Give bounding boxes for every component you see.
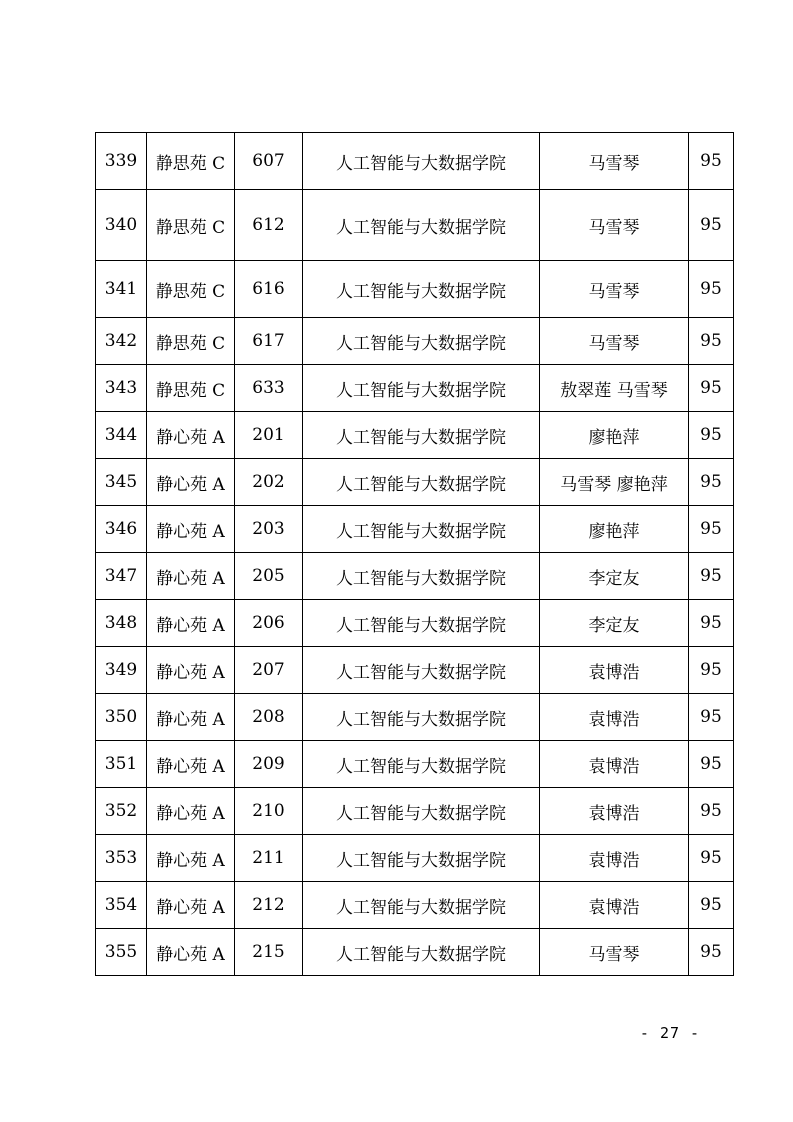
college: 人工智能与大数据学院 xyxy=(303,929,540,976)
counselor: 马雪琴 xyxy=(540,190,689,261)
room: 205 xyxy=(235,553,303,600)
room: 211 xyxy=(235,835,303,882)
room: 209 xyxy=(235,741,303,788)
building: 静思苑 C xyxy=(147,261,235,318)
row-number: 350 xyxy=(96,694,147,741)
counselor: 廖艳萍 xyxy=(540,506,689,553)
room: 206 xyxy=(235,600,303,647)
building: 静心苑 A xyxy=(147,600,235,647)
building: 静心苑 A xyxy=(147,788,235,835)
counselor: 袁博浩 xyxy=(540,647,689,694)
row-number: 343 xyxy=(96,365,147,412)
college: 人工智能与大数据学院 xyxy=(303,412,540,459)
building: 静心苑 A xyxy=(147,929,235,976)
room: 203 xyxy=(235,506,303,553)
score: 95 xyxy=(689,459,734,506)
room: 215 xyxy=(235,929,303,976)
building: 静心苑 A xyxy=(147,459,235,506)
table-row xyxy=(96,788,734,835)
counselor: 敖翠莲 马雪琴 xyxy=(540,365,689,412)
counselor: 李定友 xyxy=(540,600,689,647)
building: 静心苑 A xyxy=(147,835,235,882)
college: 人工智能与大数据学院 xyxy=(303,506,540,553)
counselor: 马雪琴 xyxy=(540,261,689,318)
college: 人工智能与大数据学院 xyxy=(303,261,540,318)
table-row xyxy=(96,647,734,694)
counselor: 袁博浩 xyxy=(540,694,689,741)
room: 202 xyxy=(235,459,303,506)
counselor: 马雪琴 廖艳萍 xyxy=(540,459,689,506)
counselor: 袁博浩 xyxy=(540,788,689,835)
score: 95 xyxy=(689,261,734,318)
room: 208 xyxy=(235,694,303,741)
dorm-score-table xyxy=(95,132,734,976)
score: 95 xyxy=(689,929,734,976)
score: 95 xyxy=(689,694,734,741)
counselor: 廖艳萍 xyxy=(540,412,689,459)
college: 人工智能与大数据学院 xyxy=(303,647,540,694)
counselor: 袁博浩 xyxy=(540,835,689,882)
row-number: 348 xyxy=(96,600,147,647)
building: 静心苑 A xyxy=(147,647,235,694)
score: 95 xyxy=(689,412,734,459)
score: 95 xyxy=(689,365,734,412)
table-row xyxy=(96,741,734,788)
room: 616 xyxy=(235,261,303,318)
row-number: 351 xyxy=(96,741,147,788)
room: 207 xyxy=(235,647,303,694)
table-row xyxy=(96,261,734,318)
college: 人工智能与大数据学院 xyxy=(303,553,540,600)
college: 人工智能与大数据学院 xyxy=(303,600,540,647)
score: 95 xyxy=(689,788,734,835)
room: 210 xyxy=(235,788,303,835)
college: 人工智能与大数据学院 xyxy=(303,882,540,929)
table-row xyxy=(96,835,734,882)
college: 人工智能与大数据学院 xyxy=(303,741,540,788)
room: 607 xyxy=(235,133,303,190)
row-number: 349 xyxy=(96,647,147,694)
counselor: 李定友 xyxy=(540,553,689,600)
room: 201 xyxy=(235,412,303,459)
row-number: 354 xyxy=(96,882,147,929)
college: 人工智能与大数据学院 xyxy=(303,133,540,190)
row-number: 347 xyxy=(96,553,147,600)
college: 人工智能与大数据学院 xyxy=(303,365,540,412)
score: 95 xyxy=(689,318,734,365)
building: 静思苑 C xyxy=(147,365,235,412)
college: 人工智能与大数据学院 xyxy=(303,459,540,506)
counselor: 马雪琴 xyxy=(540,929,689,976)
table-row xyxy=(96,553,734,600)
building: 静心苑 A xyxy=(147,412,235,459)
table-row xyxy=(96,412,734,459)
score: 95 xyxy=(689,835,734,882)
counselor: 马雪琴 xyxy=(540,133,689,190)
college: 人工智能与大数据学院 xyxy=(303,835,540,882)
score: 95 xyxy=(689,741,734,788)
table-row xyxy=(96,506,734,553)
building: 静心苑 A xyxy=(147,506,235,553)
room: 212 xyxy=(235,882,303,929)
table-row xyxy=(96,459,734,506)
college: 人工智能与大数据学院 xyxy=(303,318,540,365)
row-number: 353 xyxy=(96,835,147,882)
table-row xyxy=(96,133,734,190)
room: 612 xyxy=(235,190,303,261)
score: 95 xyxy=(689,600,734,647)
building: 静心苑 A xyxy=(147,694,235,741)
score: 95 xyxy=(689,882,734,929)
counselor: 袁博浩 xyxy=(540,741,689,788)
counselor: 袁博浩 xyxy=(540,882,689,929)
building: 静思苑 C xyxy=(147,133,235,190)
score: 95 xyxy=(689,133,734,190)
row-number: 339 xyxy=(96,133,147,190)
room: 633 xyxy=(235,365,303,412)
score: 95 xyxy=(689,190,734,261)
page-number: - 27 - xyxy=(639,1024,701,1042)
building: 静心苑 A xyxy=(147,741,235,788)
table-row xyxy=(96,318,734,365)
row-number: 342 xyxy=(96,318,147,365)
score: 95 xyxy=(689,553,734,600)
college: 人工智能与大数据学院 xyxy=(303,788,540,835)
college: 人工智能与大数据学院 xyxy=(303,190,540,261)
building: 静心苑 A xyxy=(147,882,235,929)
counselor: 马雪琴 xyxy=(540,318,689,365)
building: 静思苑 C xyxy=(147,190,235,261)
score: 95 xyxy=(689,647,734,694)
table-body xyxy=(96,133,734,976)
table-row xyxy=(96,694,734,741)
table-row xyxy=(96,190,734,261)
building: 静思苑 C xyxy=(147,318,235,365)
table-row xyxy=(96,882,734,929)
table-row xyxy=(96,600,734,647)
table-row xyxy=(96,929,734,976)
building: 静心苑 A xyxy=(147,553,235,600)
row-number: 345 xyxy=(96,459,147,506)
college: 人工智能与大数据学院 xyxy=(303,694,540,741)
room: 617 xyxy=(235,318,303,365)
score: 95 xyxy=(689,506,734,553)
row-number: 346 xyxy=(96,506,147,553)
row-number: 344 xyxy=(96,412,147,459)
row-number: 340 xyxy=(96,190,147,261)
row-number: 355 xyxy=(96,929,147,976)
row-number: 341 xyxy=(96,261,147,318)
table-row xyxy=(96,365,734,412)
row-number: 352 xyxy=(96,788,147,835)
